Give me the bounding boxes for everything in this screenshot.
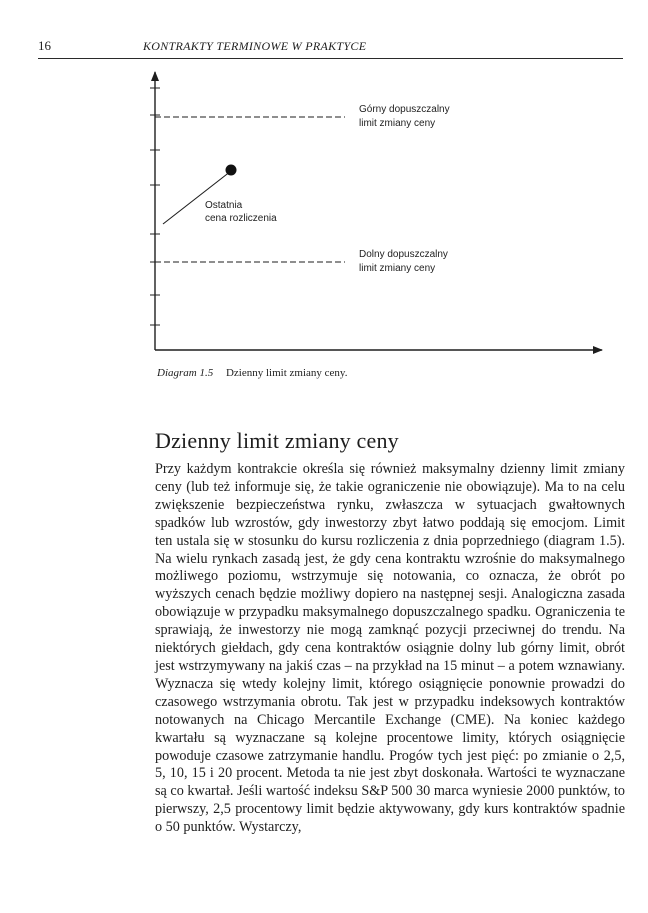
section-body: Przy każdym kontrakcie określa się również maksymalny dzienny limit zmiany ceny (lub też informuje się, że takie ograniczenie nie obowiązuje). Ma to na celu zwiększenie bezpieczeństwa rynku, zwłaszcza w sytuacjach gwałtownych spadków lub wzrostów, gdy inwestorzy zbyt łatwo poddają się emocjom. Limit ten ustala się w stosunku do kursu rozliczenia z dnia poprzedniego (diagram 1.5). Na wielu rynkach zasadą jest, że gdy cena kontraktu wzrośnie do maksymalnego możliwego poziomu, wstrzymuje się notowania, co oznacza, że obrót po wyższych cenach będzie możliwy dopiero na następnej sesji. Analogiczna zasada obowiązuje w przypadku maksymalnego dopuszczalnego spadku. Ograniczenia te sprawiają, że inwestorzy nie mogą zamknąć pozycji przeciwnej do trendu. Na niektórych giełdach, gdy cena kontraktów osiągnie dolny lub górny limit, obrót jest wstrzymywany na jakiś czas – na przykład na 15 minut – a potem wznawiany. Wyznacza się wtedy kolejny limit, którego osiągnięcie ponownie prowadzi do czasowego wstrzymania obrotu. Tak jest w przypadku indeksowych kontraktów notowanych na Chicago Mercantile Exchange (CME). Na koniec każdego kwartału są wyznaczane są kolejne procentowe limity, których osiągnięcie powoduje czasowe zatrzymanie handlu. Progów tych jest pięć: po zmianie o 2,5, 5, 10, 15 i 20 procent. Metoda ta nie jest zbyt doskonała. Wartości te wyznaczane są co kwartał. Jeśli wartość indeksu S&P 500 30 marca wyniesie 2000 punktów, to pierwszy, 2,5 procentowy limit będzie aktywowany, gdy kurs kontraktów spadnie o 50 punktów. Wystarczy,: [155, 461, 625, 836]
section-title: Dzienny limit zmiany ceny: [155, 428, 399, 453]
upper-limit-label: Górny dopuszczalny limit zmiany ceny: [359, 104, 450, 129]
last-settlement-point: [226, 165, 237, 176]
page-number: 16: [38, 38, 51, 53]
diagram-caption: [157, 367, 347, 379]
last-price-label: Ostatnia cena rozliczenia: [205, 200, 277, 224]
diagram-caption-label: Diagram 1.5: [157, 367, 214, 379]
price-limit-diagram: [0, 0, 648, 400]
running-title: KONTRAKTY TERMINOWE W PRAKTYCE: [143, 39, 367, 53]
diagram-caption-text: Dzienny limit zmiany ceny.: [225, 367, 348, 379]
lower-limit-label: Dolny dopuszczalny limit zmiany ceny: [359, 249, 448, 274]
